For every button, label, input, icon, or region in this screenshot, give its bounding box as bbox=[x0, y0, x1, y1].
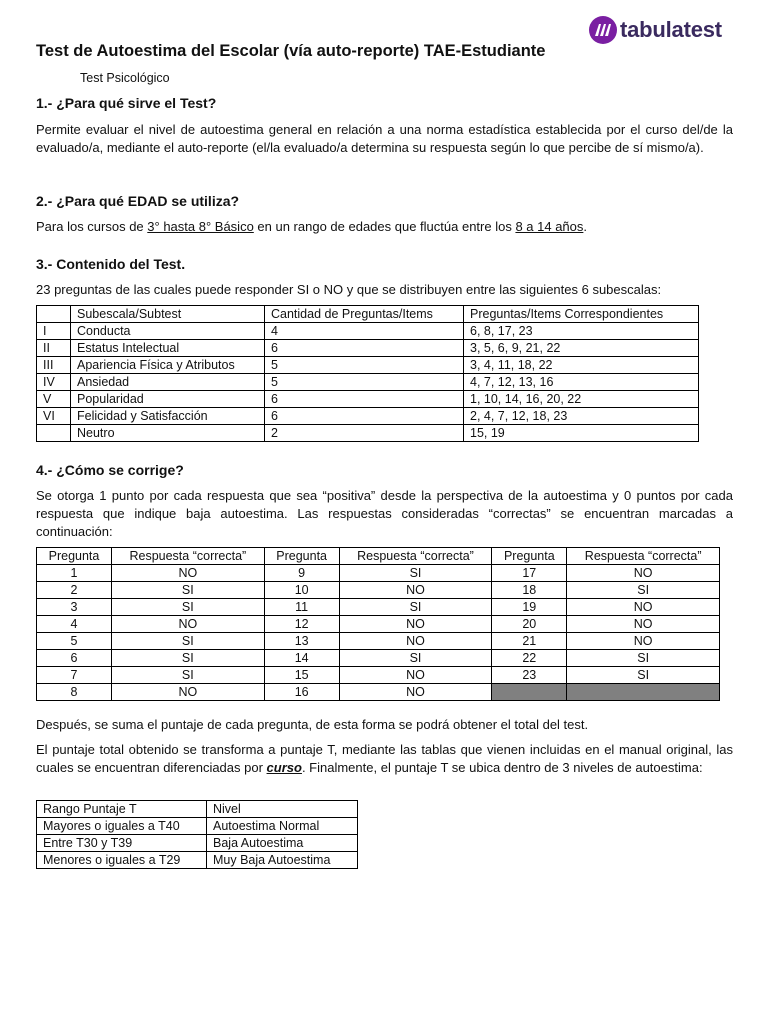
table-row: 4 NO 12 NO 20 NO bbox=[37, 616, 720, 633]
curso-emphasis: curso bbox=[266, 760, 302, 775]
table-row: 5 SI 13 NO 21 NO bbox=[37, 633, 720, 650]
empty-grey-cell bbox=[567, 684, 720, 701]
course-range: 3° hasta 8° Básico bbox=[147, 219, 254, 234]
levels-table bbox=[36, 800, 358, 869]
table-row: V Popularidad 6 1, 10, 14, 16, 20, 22 bbox=[37, 391, 699, 408]
section-3-heading: 3.- Contenido del Test. bbox=[36, 256, 186, 272]
table-row: Mayores o iguales a T40 Autoestima Normal bbox=[37, 818, 358, 835]
tabulatest-logo-icon bbox=[588, 15, 618, 45]
subscales-table bbox=[36, 305, 699, 442]
table-row: 6 SI 14 SI 22 SI bbox=[37, 650, 720, 667]
document-title: Test de Autoestima del Escolar (vía auto-reporte) TAE-Estudiante bbox=[36, 42, 546, 60]
section-2-text: Para los cursos de 3° hasta 8° Básico en un rango de edades que fluctúa entre los 8 a 14 años. bbox=[36, 219, 588, 234]
table-header-row: Subescala/Subtest Cantidad de Preguntas/Items Preguntas/Items Correspondientes bbox=[37, 306, 699, 323]
brand-logo bbox=[588, 14, 722, 45]
sum-text: Después, se suma el puntaje de cada pregunta, de esta forma se podrá obtener el total del test. bbox=[36, 717, 589, 732]
document-subtitle: Test Psicológico bbox=[80, 71, 170, 85]
age-range: 8 a 14 años bbox=[515, 219, 584, 234]
table-row: 7 SI 15 NO 23 SI bbox=[37, 667, 720, 684]
section-2-heading: 2.- ¿Para qué EDAD se utiliza? bbox=[36, 193, 240, 209]
brand-name: tabulatest bbox=[620, 17, 722, 42]
section-4-heading: 4.- ¿Cómo se corrige? bbox=[36, 462, 184, 478]
table-row: III Apariencia Física y Atributos 5 3, 4, 11, 18, 22 bbox=[37, 357, 699, 374]
table-row: Neutro 2 15, 19 bbox=[37, 425, 699, 442]
section-1-text: Permite evaluar el nivel de autoestima general en relación a una norma estadística establecida por el curso del/de la evaluado/a, mediante el auto-reporte (el/la evaluado/a determina su respuesta según lo que percibe de sí mismo/a). bbox=[36, 122, 733, 155]
empty-grey-cell bbox=[492, 684, 567, 701]
table-row: IV Ansiedad 5 4, 7, 12, 13, 16 bbox=[37, 374, 699, 391]
table-header-row: Rango Puntaje T Nivel bbox=[37, 801, 358, 818]
table-row: Entre T30 y T39 Baja Autoestima bbox=[37, 835, 358, 852]
table-row: Menores o iguales a T29 Muy Baja Autoestima bbox=[37, 852, 358, 869]
section-1-heading: 1.- ¿Para qué sirve el Test? bbox=[36, 95, 217, 111]
section-4-text: Se otorga 1 punto por cada respuesta que sea “positiva” desde la perspectiva de la autoestima y 0 puntos por cada respuesta que indique baja autoestima. Las respuestas consideradas “correctas” se encuentran marcadas a continuación: bbox=[36, 488, 733, 539]
table-row: 1 NO 9 SI 17 NO bbox=[37, 565, 720, 582]
table-row: VI Felicidad y Satisfacción 6 2, 4, 7, 12, 18, 23 bbox=[37, 408, 699, 425]
table-row: 3 SI 11 SI 19 NO bbox=[37, 599, 720, 616]
t-score-text: El puntaje total obtenido se transforma a puntaje T, mediante las tablas que vienen incluidas en el manual original, las cuales se encuentran diferenciadas por curso. Finalmente, el puntaje T se ubica dentro de 3 niveles de autoestima: bbox=[36, 742, 733, 775]
answers-table bbox=[36, 547, 720, 701]
table-header-row: Pregunta Respuesta “correcta” Pregunta Respuesta “correcta” Pregunta Respuesta “correcta” bbox=[37, 548, 720, 565]
section-3-text: 23 preguntas de las cuales puede responder SI o NO y que se distribuyen entre las siguientes 6 subescalas: bbox=[36, 282, 662, 297]
table-row: 8 NO 16 NO bbox=[37, 684, 720, 701]
table-row: I Conducta 4 6, 8, 17, 23 bbox=[37, 323, 699, 340]
table-row: 2 SI 10 NO 18 SI bbox=[37, 582, 720, 599]
table-row: II Estatus Intelectual 6 3, 5, 6, 9, 21, 22 bbox=[37, 340, 699, 357]
